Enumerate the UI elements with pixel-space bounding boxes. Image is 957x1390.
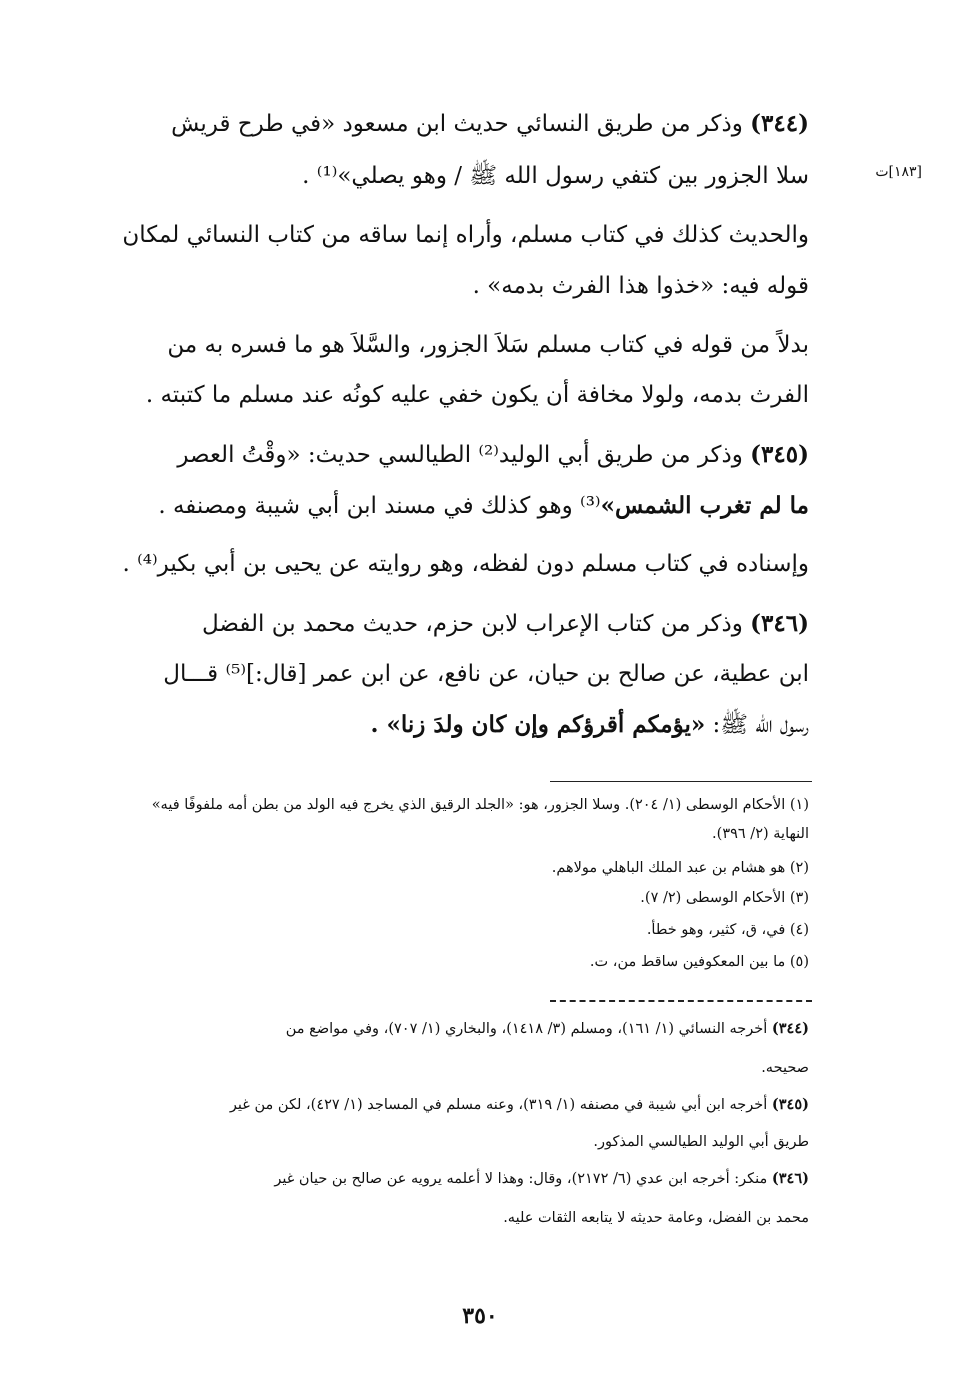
takhrij-number: (٣٤٥) <box>771 1096 809 1113</box>
takhrij-text: أخرجه النسائي (١/ ١٦١)، ومسلم (٣/ ١٤١٨)، والبخاري (١/ ٧٠٧)، وفي مواضع من <box>285 1021 772 1037</box>
main-line <box>302 163 809 191</box>
main-line <box>177 441 809 470</box>
main-line <box>158 492 809 521</box>
line-text: ⁽³⁾ وهو كذلك في مسند ابن أبي شيبة ومصنفه . <box>158 493 601 519</box>
takhrij-text: صحيحه. <box>761 1060 809 1076</box>
line-text: ابن عطية، عن صالح بن حيان، عن نافع، عن ابن عمر [قال:]⁽⁵⁾ قـــال <box>163 661 809 687</box>
main-line <box>202 610 809 639</box>
takhrij-text: أخرجه ابن أبي شيبة في مصنفه (١/ ٣١٩)، وعنه مسلم في المساجد (١/ ٤٢٧)، لكن من غير <box>229 1097 772 1113</box>
takhrij-number: (٣٤٦) <box>771 1170 809 1187</box>
line-text: وذكر من كتاب الإعراب لابن حزم، حديث محمد بن الفضل <box>201 611 751 637</box>
takhrij-separator <box>550 1000 812 1002</box>
main-line <box>167 332 809 360</box>
takhrij-line <box>761 1060 809 1077</box>
hadith-number: (٣٤٥) <box>750 441 809 468</box>
footnote-separator <box>550 781 812 782</box>
line-text: الفرث بدمه، ولولا مخافة أن يكون خفي عليه كونُه عند مسلم ما كتبته . <box>145 382 809 408</box>
footnote-line: (٤) في، ق، كثير، وهو خطأ. <box>646 922 809 938</box>
main-line <box>146 382 809 410</box>
takhrij-line <box>286 1020 809 1038</box>
hadith-quote: ما لم تغرب الشمس» <box>600 492 809 519</box>
line-text: وذكر من طريق أبي الوليد⁽²⁾ الطيالسي حديث: «وقْتُ العصر <box>177 442 751 468</box>
takhrij-line <box>503 1210 809 1227</box>
main-line <box>123 551 809 579</box>
takhrij-number: (٣٤٤) <box>771 1020 809 1037</box>
takhrij-text: محمد بن الفضل، وعامة حديثه لا يتابعه الثقات عليه. <box>503 1210 809 1226</box>
takhrij-line <box>230 1096 809 1114</box>
hadith-quote: «يؤمكم أقرؤكم وإن كان ولدَ زنا» . <box>370 711 706 738</box>
takhrij-text: منكر: أخرجه ابن عدي (٦/ ٢١٧٢)، وقال: وهذا لا أعلمه يرويه عن صالح بن حيان غير <box>274 1171 772 1187</box>
hadith-number: (٣٤٤) <box>750 110 809 137</box>
main-line <box>370 711 809 740</box>
line-text: رسول الله ﷺ: <box>705 712 809 738</box>
line-text: والحديث كذلك في كتاب مسلم، وأراه إنما ساقه من كتاب النسائي لمكان <box>122 222 809 248</box>
takhrij-line <box>593 1134 809 1151</box>
main-line <box>163 661 809 689</box>
margin-note: [١٨٣]ت <box>875 164 922 180</box>
takhrij-line <box>274 1170 809 1188</box>
line-text: وذكر من طريق النسائي حديث ابن مسعود «في طرح قريش <box>171 111 751 137</box>
line-text: بدلاً من قوله في كتاب مسلم سَلاَ الجزور، والسَّلاَ هو ما فسره به من <box>167 332 809 358</box>
line-text: وإسناده في كتاب مسلم دون لفظه، وهو روايته عن يحيى بن أبي بكير⁽⁴⁾ . <box>122 551 809 577</box>
page-number: ٣٥٠ <box>462 1303 498 1329</box>
main-line <box>473 273 809 301</box>
footnote-line: (٢) هو هشام بن عبد الملك الباهلي مولاهم. <box>551 860 809 876</box>
footnote-line: (١) الأحكام الوسطى (١/ ٢٠٤). وسلا الجزور، هو: «الجلد الرقيق الذي يخرج فيه الولد من بطن أمه ملفوفًا فيه» <box>151 797 809 813</box>
footnote-line: (٣) الأحكام الوسطى (٢/ ٧). <box>640 890 809 906</box>
takhrij-text: طريق أبي الوليد الطيالسي المذكور. <box>593 1134 809 1150</box>
main-line <box>122 222 809 250</box>
footnote-line: النهاية (٢/ ٣٩٦). <box>712 826 809 842</box>
line-text: سلا الجزور بين كتفي رسول الله ﷺ / وهو يصلي»⁽¹⁾ . <box>302 163 809 189</box>
line-text: قوله فيه: «خذوا هذا الفرث بدمه» . <box>472 273 809 299</box>
hadith-number: (٣٤٦) <box>750 610 809 637</box>
footnote-line: (٥) ما بين المعكوفين ساقط من، ت. <box>589 954 809 970</box>
main-line <box>171 110 809 139</box>
